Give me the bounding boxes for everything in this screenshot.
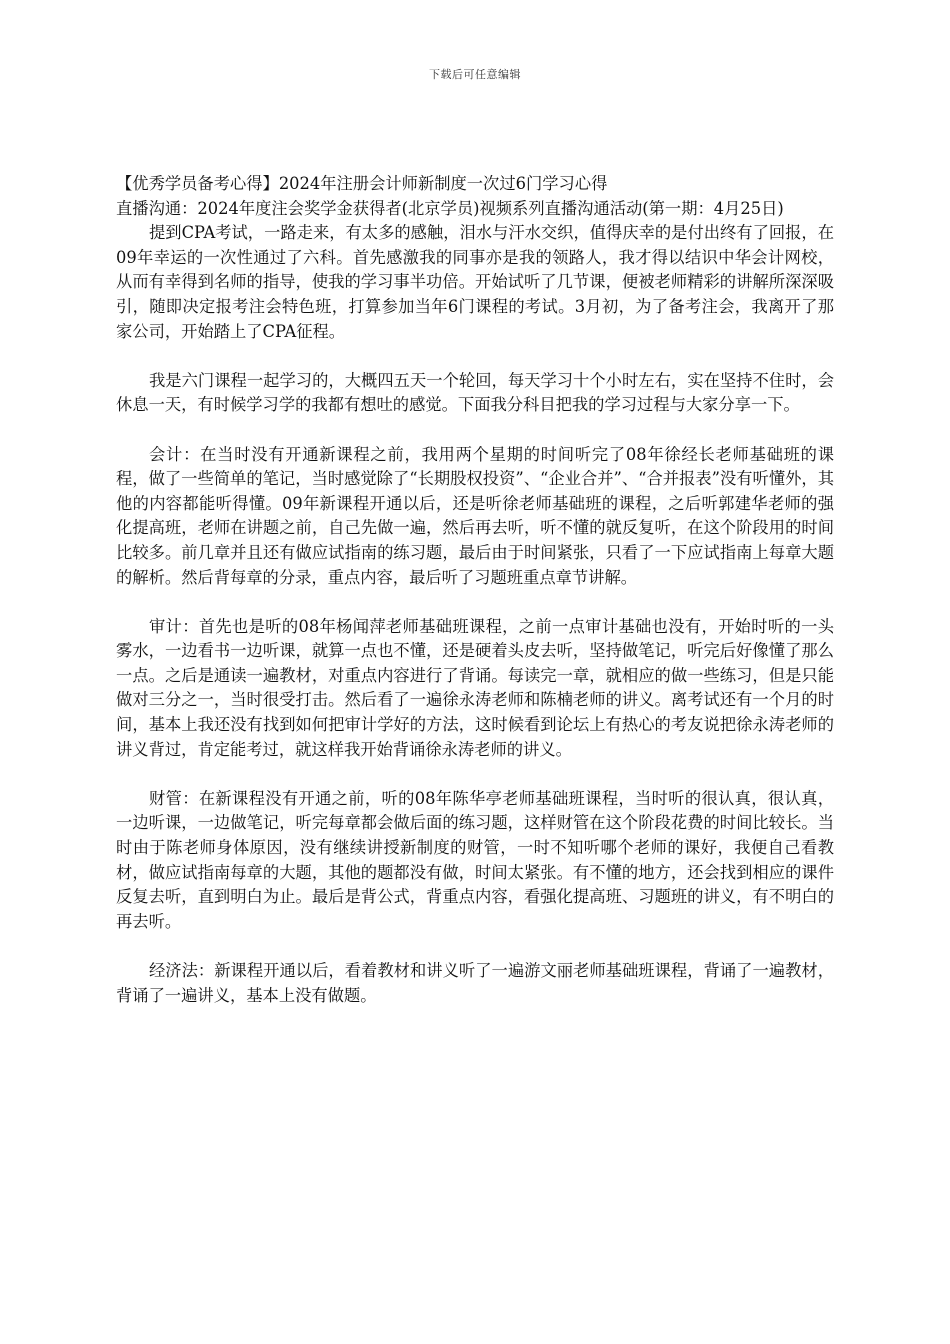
paragraph-accounting: 会计：在当时没有开通新课程之前，我用两个星期的时间听完了08年徐经长老师基础班的课程，做了一些简单的笔记，当时感觉除了“长期股权投资”、“企业合并”、“合并报表”没有听懂外，其他的内容都能听得懂。09年新课程开通以后，还是听徐老师基础班的课程，之后听郭建华老师的强化提高班，老师在讲题之前，自己先做一遍，然后再去听，听不懂的就反复听，在这个阶段用的时间比较多。前几章并且还有做应试指南的练习题，最后由于时间紧张，只看了一下应试指南上每章大题的解析。然后背每章的分录，重点内容，最后听了习题班重点章节讲解。 — [116, 444, 834, 587]
page-header-note: 下载后可任意编辑 — [429, 68, 521, 81]
paragraph-economic-law: 经济法：新课程开通以后，看着教材和讲义听了一遍游文丽老师基础班课程，背诵了一遍教材，背诵了一遍讲义，基本上没有做题。 — [116, 961, 834, 1005]
document-body — [116, 172, 834, 1008]
article-title: 【优秀学员备考心得】2024年注册会计师新制度一次过6门学习心得 — [116, 174, 608, 193]
paragraph-financial-management: 财管：在新课程没有开通之前，听的08年陈华亭老师基础班课程，当时听的很认真，很认真，一边听课，一边做笔记，听完每章都会做后面的练习题，这样财管在这个阶段花费的时间比较长。当时由于陈老师身体原因，没有继续讲授新制度的财管，一时不知听哪个老师的课好，我便自己看教材，做应试指南每章的大题，其他的题都没有做，时间太紧张。有不懂的地方，还会找到相应的课件反复去听，直到明白为止。最后是背公式，背重点内容，看强化提高班、习题班的讲义，有不明白的再去听。 — [116, 788, 834, 931]
paragraph-study-plan: 我是六门课程一起学习的，大概四五天一个轮回，每天学习十个小时左右，实在坚持不住时，会休息一天，有时候学习学的我都有想吐的感觉。下面我分科目把我的学习过程与大家分享一下。 — [116, 370, 834, 415]
paragraph-audit: 审计：首先也是听的08年杨闻萍老师基础班课程，之前一点审计基础也没有，开始时听的一头雾水，一边看书一边听课，就算一点也不懂，还是硬着头皮去听，坚持做笔记，听完后好像懂了那么一点。之后是通读一遍教材，对重点内容进行了背诵。每读完一章，就相应的做一些练习，但是只能做对三分之一，当时很受打击。然后看了一遍徐永涛老师和陈楠老师的讲义。离考试还有一个月的时间，基本上我还没有找到如何把审计学好的方法，这时候看到论坛上有热心的考友说把徐永涛老师的讲义背过，肯定能考过，就这样我开始背诵徐永涛老师的讲义。 — [116, 616, 834, 759]
article-subtitle: 直播沟通：2024年度注会奖学金获得者(北京学员)视频系列直播沟通活动(第一期：4月25日) — [116, 198, 784, 218]
paragraph-intro: 提到CPA考试，一路走来，有太多的感触，泪水与汗水交织，值得庆幸的是付出终有了回报，在09年幸运的一次性通过了六科。首先感激我的同事亦是我的领路人，我才得以结识中华会计网校，从而有幸得到名师的指导，使我的学习事半功倍。开始试听了几节课，便被老师精彩的讲解所深深吸引，随即决定报考注会特色班，打算参加当年6门课程的考试。3月初，为了备考注会，我离开了那家公司，开始踏上了CPA征程。 — [116, 223, 834, 341]
